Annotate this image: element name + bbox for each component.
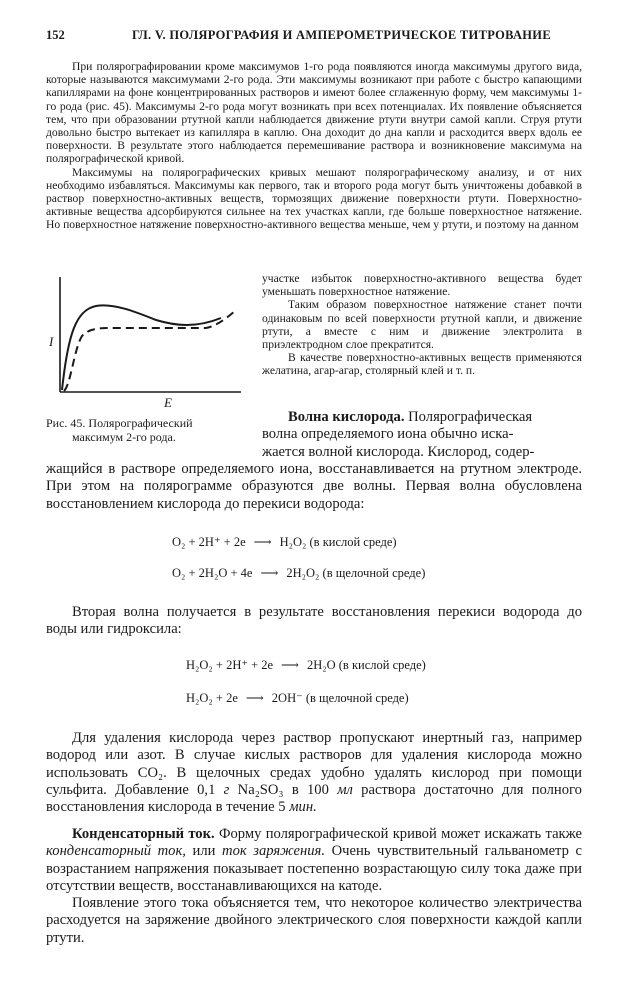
- unit-gram: г: [223, 781, 230, 798]
- oxygen-intro-beside-figure: [262, 409, 582, 461]
- capacitor-current-section: [46, 826, 582, 947]
- oxygen-paragraph-continued: [46, 461, 582, 513]
- reaction-arrow-icon: ⟶: [245, 691, 264, 705]
- oxygen-line-1: Волна кислорода. Полярографическая: [288, 409, 533, 425]
- capacitor-paragraph-1: Конденсаторный ток. Форму полярографической кривой может искажать также конденсаторный ток, или ток заряжения. Очень чувствительный гальванометр с возрастанием напряжения показывает постепенно возрастающую силу тока даже при отсутствии веществ, восстанавливающихся на катоде.: [46, 826, 583, 894]
- paragraph-continuation: участке избыток поверхностно-активного вещества будет уменьшать поверхностное натяжение.: [262, 272, 582, 299]
- curve-with-maximum: [62, 305, 221, 390]
- capacitor-run-in: Конденсаторный ток.: [72, 826, 215, 842]
- paragraph-surfactants: В качестве поверхностно-активных веществ применяются желатина, агар-агар, столярный клей и т. п.: [262, 351, 582, 378]
- caption-line-1: Рис. 45. Полярографический: [46, 416, 193, 430]
- equation-3: H₂O₂ + 2H⁺ + 2e ⟶ 2H₂O (в кислой среде): [186, 658, 426, 672]
- figure-45: [46, 274, 256, 409]
- paragraph-maxima-removal: Максимумы на полярографических кривых мешают полярографическому анализу, и от них необходимо избавляться. Максимумы как первого, так и второго рода могут быть уничтожены добавкой в раствор поверхностно-активных веществ, тормозящих движение поверхности ртути. Поверхностно-активные вещества адсорбируются сильнее на тех участках капли, где больше поверхностное натяжение. Но поверхностное натяжение поверхностно-активного вещества меньше, чем у ртути, и поэтому на данном: [46, 165, 582, 232]
- second-wave-paragraph: Вторая волна получается в результате восстановления перекиси водорода до воды или гидроксила:: [46, 604, 582, 638]
- paragraph-maxima-second-kind: При полярографировании кроме максимумов 1-го рода появляются иногда максимумы другого вида, которые называются максимумами 2-го рода. Эти максимумы возникают при работе с быстро капающими капиллярами на фоне концентрированных растворов и имеют более сглаженную форму, чем максимумы 1-го рода (рис. 45). Максимумы 2-го рода могут возникать при всех потенциалах. Их появление объясняется тем, что при образовании ртутной капли наблюдается движение ртути внутри самой капли. Струя ртути довольно быстро вытекает из капилляра в каплю. Она доходит до дна капли и расходится вверх вдоль ее поверхности. В результате этого наблюдается перемешивание раствора и возникновение максимума на полярографической кривой.: [46, 60, 582, 166]
- oxygen-paragraph-rest: жащийся в растворе определяемого иона, восстанавливается на ртутном электроде. При этом на полярограмме образуются две волны. Первая волна обусловлена восстановлением кислорода до перекиси водорода:: [46, 461, 582, 512]
- unit-ml: мл: [337, 781, 353, 798]
- oxygen-line-3: жается волной кислорода. Кислород, содер-: [262, 443, 535, 460]
- equation-4: H₂O₂ + 2e ⟶ 2OH⁻ (в щелочной среде): [186, 691, 409, 705]
- oxygen-run-in: Волна кислорода.: [288, 409, 405, 425]
- paragraph-surface-tension: Таким образом поверхностное натяжение станет почти одинаковым по всей поверхности ртутной капли, и движение ртути, а вместе с ним и движение электролита в приэлектродном слое прекратится.: [262, 298, 582, 352]
- equation-2: O₂ + 2H₂O + 4e ⟶ 2H₂O₂ (в щелочной среде): [172, 566, 426, 580]
- equation-1: O₂ + 2H⁺ + 2e ⟶ H₂O₂ (в кислой среде): [172, 535, 397, 549]
- caption-line-2: максимум 2-го рода.: [72, 430, 176, 444]
- chapter-title: ГЛ. V. ПОЛЯРОГРАФИЯ И АМПЕРОМЕТРИЧЕСКОЕ ТИТРОВАНИЕ: [132, 28, 551, 42]
- oxygen-removal-paragraph: Для удаления кислорода через раствор пропускают инертный газ, например водород или азот. В случае кислых растворов для удаления кислорода можно использовать CO₂. В щелочных средах удобно удалять кислород при помощи сульфита. Добавление 0,1 г Na₂SO₃ в 100 мл раствора достаточно для полного восстановления кислорода в течение 5 мин.: [46, 730, 582, 816]
- figure-caption: [46, 416, 256, 444]
- page-number: 152: [46, 28, 65, 42]
- unit-min: мин.: [289, 799, 317, 816]
- y-axis-label: I: [49, 334, 54, 349]
- reaction-arrow-icon: ⟶: [253, 535, 272, 549]
- reaction-arrow-icon: ⟶: [281, 658, 299, 672]
- running-header: [46, 28, 582, 46]
- polarogram-figure: [46, 274, 256, 409]
- reaction-arrow-icon: ⟶: [260, 566, 279, 580]
- x-axis-label: E: [164, 395, 172, 409]
- oxygen-line-2: волна определяемого иона обычно иска-: [262, 426, 514, 443]
- capacitor-paragraph-2: Появление этого тока объясняется тем, что некоторое количество электричества расходуется на заряжение двойного электрического слоя поверхности каждой капли ртути.: [46, 895, 582, 946]
- small-print-beside-figure: [262, 272, 582, 378]
- small-print-top: [46, 60, 582, 232]
